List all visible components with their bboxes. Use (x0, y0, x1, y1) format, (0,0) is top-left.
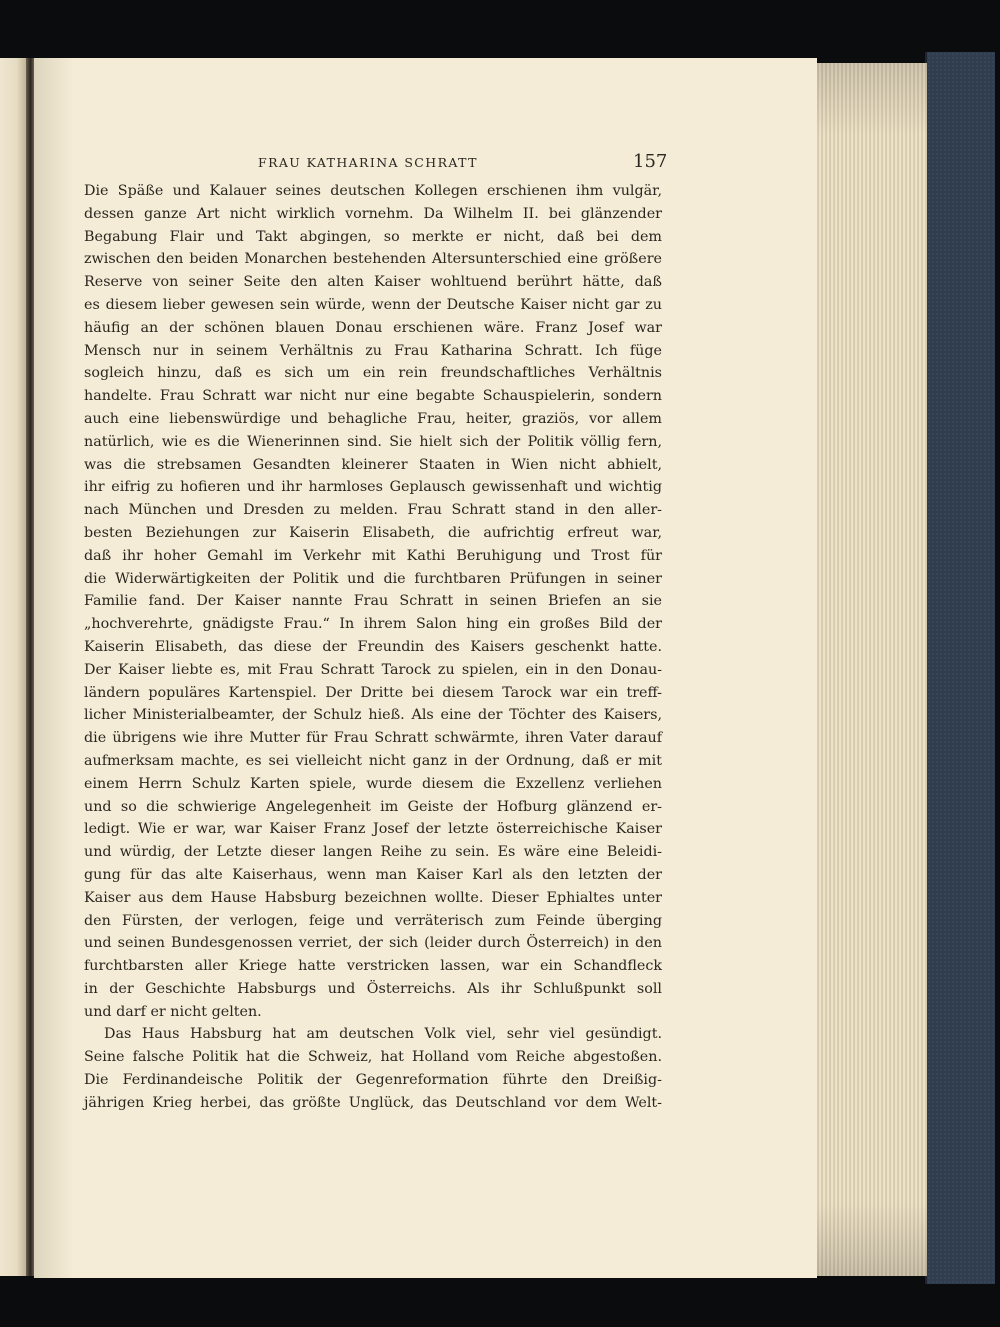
text-line: und seinen Bundesgenossen verriet, der sich (leider durch Österreich) in den (84, 935, 662, 952)
text-line: ihr eifrig zu hofieren und ihr harmloses Geplausch gewissenhaft und wichtig (84, 479, 662, 496)
text-line: besten Beziehungen zur Kaiserin Elisabeth, die aufrichtig erfreut war, (84, 524, 662, 541)
facing-page-edge (0, 58, 28, 1276)
text-line: ledigt. Wie er war, war Kaiser Franz Josef der letzte österreichische Kaiser (84, 821, 662, 838)
text-line: „hochverehrte, gnädigste Frau.“ In ihrem Salon hing ein großes Bild der (84, 616, 662, 633)
text-line: einem Herrn Schulz Karten spiele, wurde diesem die Exzellenz verliehen (84, 775, 662, 792)
page-number: 157 (633, 151, 668, 172)
body-text (84, 180, 662, 1115)
text-line: Kaiserin Elisabeth, das diese der Freundin des Kaisers geschenkt hatte. (84, 638, 662, 655)
text-line: und so die schwierige Angelegenheit im Geiste der Hofburg glänzend er- (84, 798, 662, 815)
text-line: furchtbarsten aller Kriege hatte verstricken lassen, war ein Schandfleck (84, 958, 662, 975)
text-line: auch eine liebenswürdige und behagliche Frau, heiter, graziös, vor allem (84, 410, 662, 427)
text-line: dessen ganze Art nicht wirklich vornehm. Da Wilhelm II. bei glänzender (84, 205, 662, 222)
text-line: Die Ferdinandeische Politik der Gegenreformation führte den Dreißig- (84, 1072, 662, 1089)
text-line: gung für das alte Kaiserhaus, wenn man Kaiser Karl als den letzten der (84, 866, 662, 883)
text-line: Begabung Flair und Takt abgingen, so merkte er nicht, daß bei dem (84, 228, 662, 245)
text-line: nach München und Dresden zu melden. Frau Schratt stand in den aller- (84, 502, 662, 519)
text-line: Das Haus Habsburg hat am deutschen Volk viel, sehr viel gesündigt. (104, 1026, 662, 1043)
text-line: sogleich hinzu, daß es sich um ein rein freundschaftliches Verhältnis (84, 365, 662, 382)
text-line: zwischen den beiden Monarchen bestehenden Altersunterschied eine größere (84, 251, 662, 268)
text-line: handelte. Frau Schratt war nicht nur eine begabte Schauspielerin, sondern (84, 388, 662, 405)
text-line: ländern populäres Kartenspiel. Der Dritte bei diesem Tarock war ein treff- (84, 684, 662, 701)
text-line: in der Geschichte Habsburgs und Österreichs. Als ihr Schlußpunkt soll (84, 980, 662, 997)
text-line: Mensch nur in seinem Verhältnis zu Frau Katharina Schratt. Ich füge (84, 342, 662, 359)
text-line: licher Ministerialbeamter, der Schulz hieß. Als eine der Töchter des Kaisers, (84, 707, 662, 724)
text-line: was die strebsamen Gesandten kleinerer Staaten in Wien nicht abhielt, (84, 456, 662, 473)
book-cover (925, 52, 995, 1284)
text-line: Familie fand. Der Kaiser nannte Frau Schratt in seinen Briefen an sie (84, 593, 662, 610)
text-line: den Fürsten, der verlogen, feige und verräterisch zum Feinde überging (84, 912, 662, 929)
text-line: aufmerksam machte, es sei vielleicht nicht ganz in der Ordnung, daß er mit (84, 752, 662, 769)
text-line: Kaiser aus dem Hause Habsburg bezeichnen wollte. Dieser Ephialtes unter (84, 889, 662, 906)
text-line: Der Kaiser liebte es, mit Frau Schratt Tarock zu spielen, ein in den Donau- (84, 661, 662, 678)
text-line: es diesem lieber gewesen sein würde, wenn der Deutsche Kaiser nicht gar zu (84, 296, 662, 313)
running-title: FRAU KATHARINA SCHRATT (258, 155, 478, 170)
text-line: Seine falsche Politik hat die Schweiz, hat Holland vom Reiche abgestoßen. (84, 1049, 662, 1066)
text-line: die übrigens wie ihre Mutter für Frau Schratt schwärmte, ihren Vater darauf (84, 730, 662, 747)
page-edges-shadow (815, 63, 927, 1276)
text-line: Die Späße und Kalauer seines deutschen Kollegen erschienen ihm vulgär, (84, 183, 662, 199)
text-line: und darf er nicht gelten. (84, 1003, 262, 1020)
text-line: daß ihr hoher Gemahl im Verkehr mit Kathi Beruhigung und Trost für (84, 547, 662, 564)
text-line: natürlich, wie es die Wienerinnen sind. Sie hielt sich der Politik völlig fern, (84, 433, 662, 450)
text-line: Reserve von seiner Seite den alten Kaiser wohltuend berührt hätte, daß (84, 274, 662, 291)
text-line: und würdig, der Letzte dieser langen Reihe zu sein. Es wäre eine Beleidi- (84, 844, 662, 861)
text-line: die Widerwärtigkeiten der Politik und die furchtbaren Prüfungen in seiner (84, 570, 662, 587)
text-line: jährigen Krieg herbei, das größte Unglück, das Deutschland vor dem Welt- (84, 1094, 662, 1111)
text-line: häufig an der schönen blauen Donau erschienen wäre. Franz Josef war (84, 319, 662, 336)
